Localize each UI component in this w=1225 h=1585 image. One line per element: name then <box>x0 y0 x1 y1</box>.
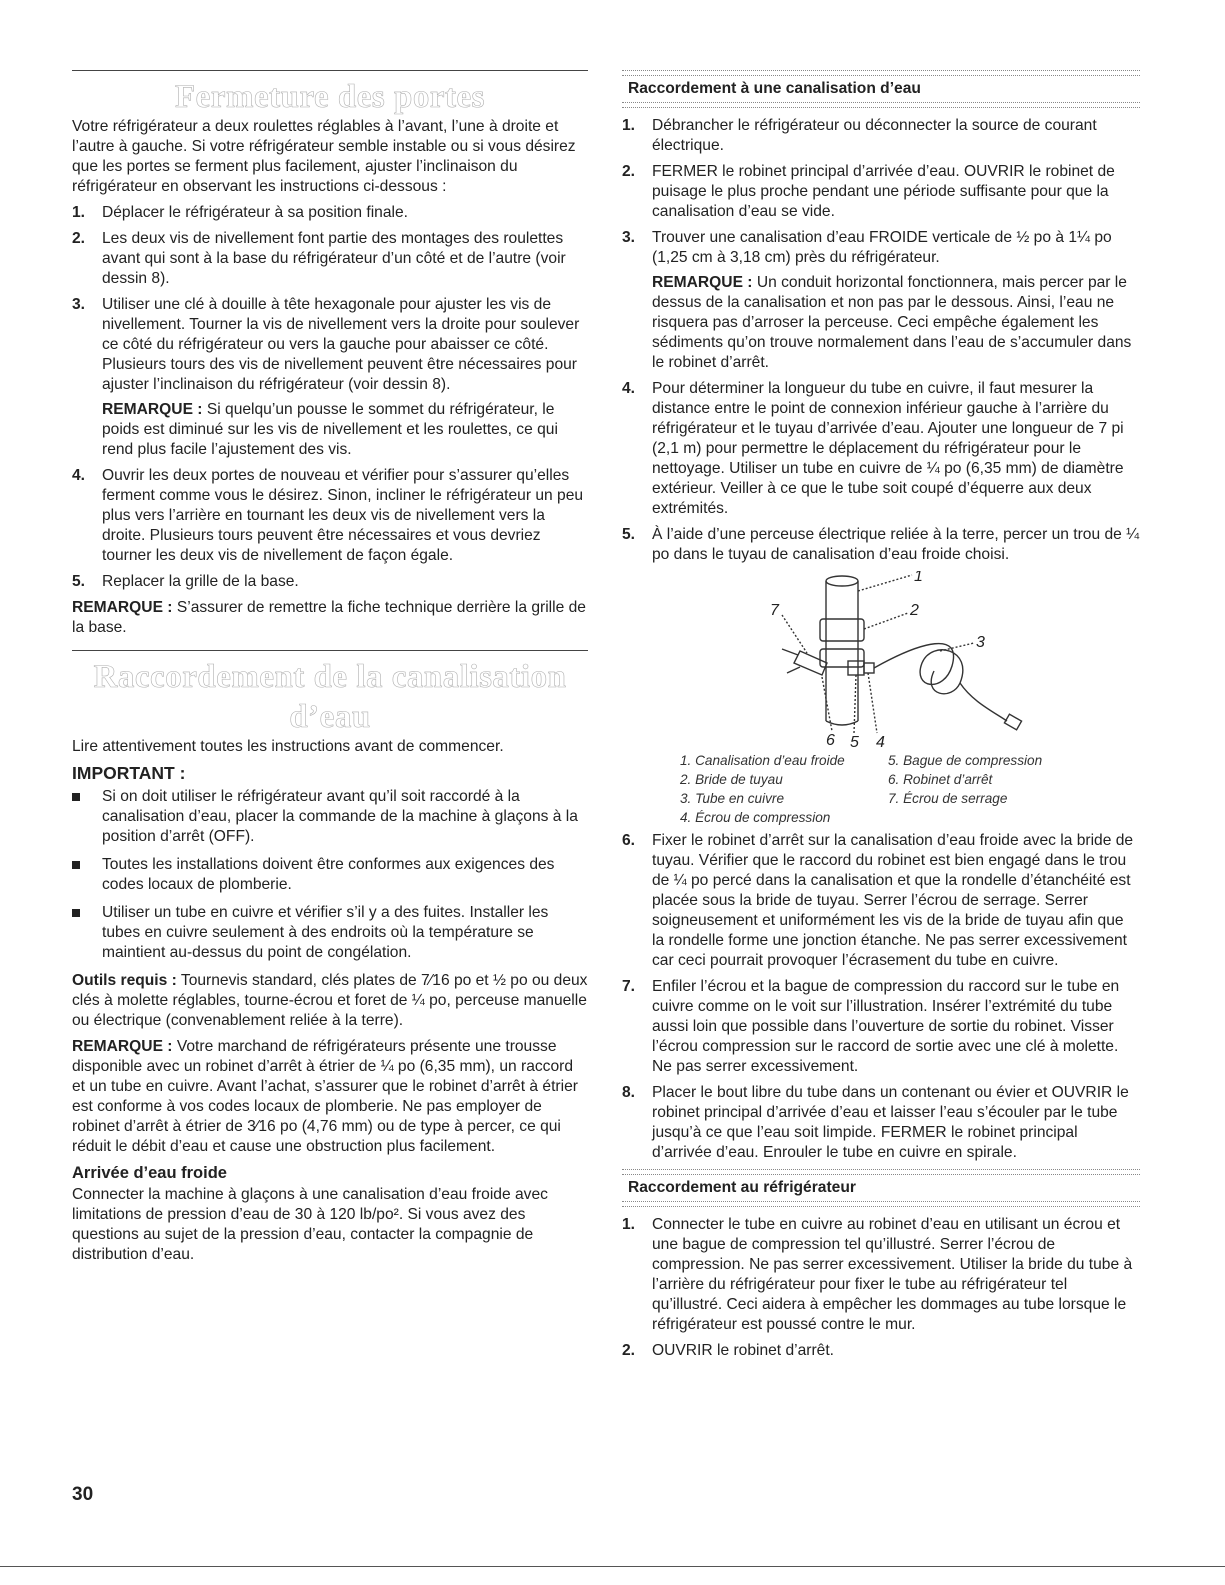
bullet-icon <box>72 787 102 847</box>
section-title-door-closing: Fermeture des portes <box>175 79 485 115</box>
step-text: Déplacer le réfrigérateur à sa position finale. <box>102 204 408 221</box>
note-label: REMARQUE : <box>652 274 753 291</box>
callout-number: 3 <box>976 634 985 651</box>
cold-water-text: Connecter la machine à glaçons à une canalisation d’eau froide avec limitations de pression d’eau de 30 à 120 lb/po². Si vous avez des questions au sujet de la pression d’eau, contacter la compagnie de distribution d’eau. <box>72 1186 548 1263</box>
callout-number: 5 <box>850 734 859 749</box>
page-bottom-rule <box>0 1566 1225 1567</box>
step-number: 3. <box>72 296 86 313</box>
kit-note <box>72 1037 588 1157</box>
step-text: Connecter le tube en cuivre au robinet d’eau en utilisant un écrou et une bague de compression tel qu’illustré. Serrer l’écrou de compression. Ne pas serrer excessivement. Utiliser la bride du tube à l’arrière du réfrigérateur pour fixer le tube au réfrigérateur tel qu’illustré. Ceci aidera à empêcher les dommages au tube lorsque le réfrigérateur est poussé contre le mur. <box>652 1216 1133 1333</box>
bullet-text: Si on doit utiliser le réfrigérateur avant qu’il soit raccordé à la canalisation d’eau, placer la commande de la machine à glaçons à la position d’arrêt (OFF). <box>102 788 578 845</box>
step-number: 5. <box>72 573 86 590</box>
step-number: 4. <box>72 467 86 484</box>
legend-item: 6. Robinet d’arrêt <box>888 772 993 787</box>
bullet-icon <box>72 903 102 963</box>
copper-tube-coil <box>874 644 963 694</box>
bullet-text: Toutes les installations doivent être conformes aux exigences des codes locaux de plomberie. <box>102 856 555 893</box>
list-item <box>72 229 588 289</box>
step-text: Les deux vis de nivellement font partie des montages des roulettes avant qui sont à la base du réfrigérateur d’un côté et de l’autre (voir dessin 8). <box>102 230 566 287</box>
dotted-rule <box>622 102 1140 108</box>
list-item <box>72 295 588 460</box>
step-number: 3. <box>622 229 636 246</box>
step-text: Ouvrir les deux portes de nouveau et vérifier pour s’assurer qu’elles ferment comme vous le désirez. Sinon, incliner le réfrigérateur un peu plus vers l’arrière en tournant les deux vis de nivellement vers la droite. Plusieurs tours peuvent être nécessaires et vous devriez tourner les deux vis de nivellement de façon égale. <box>102 467 584 564</box>
list-item <box>72 903 588 963</box>
step-number: 2. <box>72 230 86 247</box>
left-column <box>72 70 588 1271</box>
note-label: REMARQUE : <box>72 1038 173 1055</box>
leader-line <box>782 615 807 653</box>
legend-item: 1. Canalisation d’eau froide <box>680 753 845 768</box>
tools-text: Tournevis standard, clés plates de 7⁄16 po et ½ po ou deux clés à molette réglables, tourne-écrou et foret de ¼ po, perceuse manuelle ou électrique (convenablement reliée à la terre). <box>72 972 588 1029</box>
valve-handle <box>782 649 800 673</box>
note-label: REMARQUE : <box>102 401 203 418</box>
step-text: À l’aide d’une perceuse électrique reliée à la terre, percer un trou de ¼ po dans le tuyau de canalisation d’eau froide choisi. <box>652 526 1140 563</box>
list-item <box>72 572 588 592</box>
section-rule <box>72 70 588 71</box>
step-number: 1. <box>622 117 636 134</box>
legend-item: 7. Écrou de serrage <box>888 791 1008 806</box>
list-item <box>622 116 1140 156</box>
list-item <box>72 855 588 895</box>
figure-legend <box>680 751 1140 827</box>
step-note <box>652 273 1140 373</box>
valve-diagram <box>622 571 1140 749</box>
step-number: 4. <box>622 380 636 397</box>
step-text: Utiliser une clé à douille à tête hexagonale pour ajuster les vis de nivellement. Tourner la vis de nivellement vers la droite pour soulever ce côté du réfrigérateur ou vers la gauche pour abaisser ce côté. Plusieurs tours des vis de nivellement peuvent être nécessaires pour ajuster l’inclinaison du réfrigérateur (voir dessin 8). <box>102 296 580 393</box>
bullet-text: Utiliser un tube en cuivre et vérifier s’il y a des fuites. Installer les tubes en cuivre seulement à des endroits où la température se maintient au-dessus du point de congélation. <box>102 904 549 961</box>
list-item <box>622 379 1140 519</box>
note-text: Si quelqu’un pousse le sommet du réfrigérateur, le poids est diminué sur les vis de nivellement et les roulettes, ce qui rend plus facile l’ajustement des vis. <box>102 401 558 458</box>
tools-paragraph <box>72 971 588 1031</box>
door-note <box>72 598 588 638</box>
step-text: Placer le bout libre du tube dans un contenant ou évier et OUVRIR le robinet principal d’arrivée d’eau et laisser l’eau s’écouler par le tube jusqu’à ce que l’eau soit limpide. FERMER le robinet principal d’arrivée d’eau. Enrouler le tube en cuivre en spirale. <box>652 1084 1129 1161</box>
step-text: Enfiler l’écrou et la bague de compression du raccord sur le tube en cuivre comme on le voit sur l’illustration. Insérer l’extrémité du tube aussi loin que possible dans l’ouverture de sortie du robinet. Visser l’écrou compression sur le raccord de sortie avec une clé à molette. Ne pas serrer excessivement. <box>652 978 1120 1075</box>
door-steps <box>72 203 588 592</box>
compression-nut <box>848 661 864 675</box>
step-number: 8. <box>622 1084 636 1101</box>
leader-line <box>868 673 877 733</box>
legend-item: 3. Tube en cuivre <box>680 791 785 806</box>
callout-number: 6 <box>826 732 835 749</box>
step-text: Pour déterminer la longueur du tube en cuivre, il faut mesurer la distance entre le point de connexion inférieur gauche à l’arrière du réfrigérateur et le tuyau d’arrivée d’eau. Ajouter une longueur de 7 pi (2,1 m) pour permettre le déplacement du réfrigérateur pour le nettoyage. Utiliser un tube en cuivre de ¼ po (6,35 mm) de diamètre extérieur. Veiller à ce que le tube soit coupé d’équerre aux deux extrémités. <box>652 380 1124 517</box>
section-title-water-connection: Raccordement de la canalisation d’eau <box>93 659 567 735</box>
water-line-heading: Raccordement à une canalisation d’eau <box>628 80 921 97</box>
dotted-rule <box>622 1201 1140 1207</box>
door-intro: Votre réfrigérateur a deux roulettes réglables à l’avant, l’une à droite et l’autre à gauche. Si votre réfrigérateur semble instable ou si vous désirez que les portes se ferment plus facilement, ajuster l’inclinaison du réfrigérateur en observant les instructions ci-dessous : <box>72 118 576 195</box>
important-heading: IMPORTANT : <box>72 763 186 783</box>
note-text: S’assurer de remettre la fiche technique derrière la grille de la base. <box>72 599 586 636</box>
callout-number: 2 <box>910 602 919 619</box>
list-item <box>622 228 1140 373</box>
step-text: Replacer la grille de la base. <box>102 573 299 590</box>
step-text: OUVRIR le robinet d’arrêt. <box>652 1342 834 1359</box>
step-number: 1. <box>622 1216 636 1233</box>
tools-label: Outils requis : <box>72 972 177 989</box>
legend-item: 2. Bride de tuyau <box>680 772 783 787</box>
leader-line <box>858 575 912 591</box>
step-number: 2. <box>622 1342 636 1359</box>
compression-sleeve <box>864 663 874 673</box>
step-text: FERMER le robinet principal d’arrivée d’eau. OUVRIR le robinet de puisage le plus proche pendant une période suffisante pour que la canalisation d’eau se vide. <box>652 163 1115 220</box>
tube-end-nut <box>1004 714 1021 730</box>
step-number: 5. <box>622 526 636 543</box>
callout-number: 4 <box>876 734 885 749</box>
step-text: Débrancher le réfrigérateur ou déconnecter la source de courant électrique. <box>652 117 1097 154</box>
step-number: 2. <box>622 163 636 180</box>
list-item <box>622 977 1140 1077</box>
legend-item: 5. Bague de compression <box>888 753 1043 768</box>
list-item <box>622 831 1140 971</box>
cold-water-heading: Arrivée d’eau froide <box>72 1164 227 1182</box>
fridge-connection-heading: Raccordement au réfrigérateur <box>628 1179 856 1196</box>
shutoff-valve <box>794 651 827 675</box>
fridge-connection-steps <box>622 1215 1140 1361</box>
water-line-steps <box>622 116 1140 565</box>
step-text: Fixer le robinet d’arrêt sur la canalisation d’eau froide avec la bride de tuyau. Vérifier que le raccord du robinet est bien engagé dans le trou de ¼ po percé dans la canalisation et que la rondelle d’étanchéité est placée sous la bride de tuyau. Serrer l’écrou de serrage. Serrer soigneusement et uniformément les vis de la bride de tuyau afin que la rondelle forme une jonction étanche. Ne pas serrer excessivement car ceci pourrait provoquer l’écrasement du tube en cuivre. <box>652 832 1134 969</box>
leader-line <box>864 613 908 629</box>
step-number: 1. <box>72 204 86 221</box>
bullet-icon <box>72 855 102 895</box>
callout-number: 7 <box>770 602 779 619</box>
list-item <box>72 466 588 566</box>
step-note <box>102 400 588 460</box>
list-item <box>72 203 588 223</box>
water-intro: Lire attentivement toutes les instructions avant de commencer. <box>72 738 504 755</box>
pipe-body <box>826 581 858 721</box>
valve-illustration <box>622 571 1140 749</box>
legend-item <box>888 808 1088 827</box>
dotted-rule <box>622 1169 1140 1175</box>
note-text: Un conduit horizontal fonctionnera, mais percer par le dessus de la canalisation et non pas par le dessous. Ainsi, l’eau ne risquera pas d’arroser la perceuse. Ceci empêche également les sédiments qu’on trouve normalement dans l’eau de s’accumuler dans le robinet d’arrêt. <box>652 274 1132 371</box>
step-number: 7. <box>622 978 636 995</box>
copper-tube-end <box>960 683 1007 721</box>
callout-number: 1 <box>914 571 923 585</box>
pipe-top <box>826 576 858 586</box>
step-number: 6. <box>622 832 636 849</box>
list-item <box>622 1083 1140 1163</box>
legend-item: 4. Écrou de compression <box>680 810 831 825</box>
important-bullets <box>72 787 588 963</box>
list-item <box>622 1215 1140 1335</box>
step-text: Trouver une canalisation d’eau FROIDE verticale de ½ po à 1¼ po (1,25 cm à 3,18 cm) près du réfrigérateur. <box>652 229 1112 266</box>
dotted-rule <box>622 70 1140 76</box>
page-number: 30 <box>72 1484 94 1505</box>
list-item <box>72 787 588 847</box>
list-item <box>622 1341 1140 1361</box>
water-line-steps-continued <box>622 831 1140 1163</box>
right-column <box>622 70 1140 1367</box>
list-item <box>622 525 1140 565</box>
leader-line <box>854 675 856 733</box>
section-rule <box>72 650 588 651</box>
list-item <box>622 162 1140 222</box>
note-label: REMARQUE : <box>72 599 173 616</box>
note-text: Votre marchand de réfrigérateurs présente une trousse disponible avec un robinet d’arrêt à étrier de ¼ po (6,35 mm), un raccord et un tube en cuivre. Avant l’achat, s’assurer que le robinet d’arrêt à étrier est conforme à vos codes locaux de plomberie. Ne pas employer de robinet d’arrêt à étrier de 3⁄16 po (4,76 mm) ou de type à percer, ce qui réduit le débit d’eau et cause une obstruction plus facilement. <box>72 1038 578 1155</box>
